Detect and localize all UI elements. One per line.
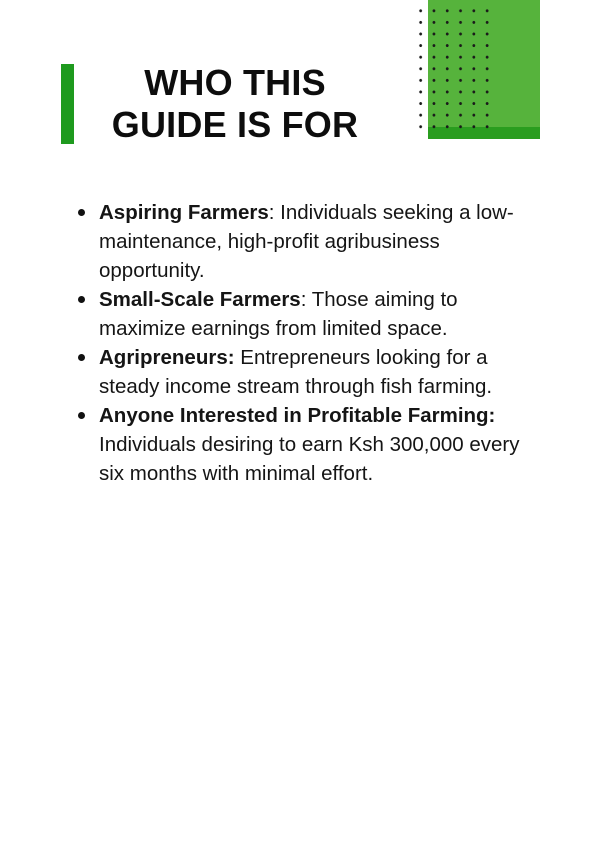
bullet-icon [78, 412, 85, 419]
bullet-icon [78, 296, 85, 303]
audience-term: Anyone Interested in Profitable Farming: [99, 404, 496, 427]
audience-description: Individuals desiring to earn Ksh 300,000 every six months with minimal effort. [99, 433, 520, 485]
list-item [70, 401, 540, 488]
bullet-icon [78, 209, 85, 216]
title-accent-bar [61, 64, 74, 144]
term-separator: : [300, 288, 312, 311]
decorative-dot-grid [414, 5, 494, 135]
audience-list [70, 198, 540, 488]
audience-description: Entrepreneurs looking for a steady income stream through fish farming. [99, 346, 493, 398]
list-item [70, 343, 540, 401]
page-title: WHO THIS GUIDE IS FOR [111, 62, 359, 145]
audience-description: Those aiming to maximize earnings from limited space. [99, 288, 458, 340]
term-separator: : [268, 201, 281, 224]
audience-term: Agripreneurs: [99, 346, 235, 369]
audience-term: Small-Scale Farmers [99, 288, 301, 311]
list-item [70, 285, 540, 343]
audience-term: Aspiring Farmers [99, 201, 269, 224]
audience-description: Individuals seeking a low-maintenance, high-profit agribusiness opportunity. [99, 201, 514, 282]
bullet-icon [78, 354, 85, 361]
list-item [70, 198, 540, 285]
